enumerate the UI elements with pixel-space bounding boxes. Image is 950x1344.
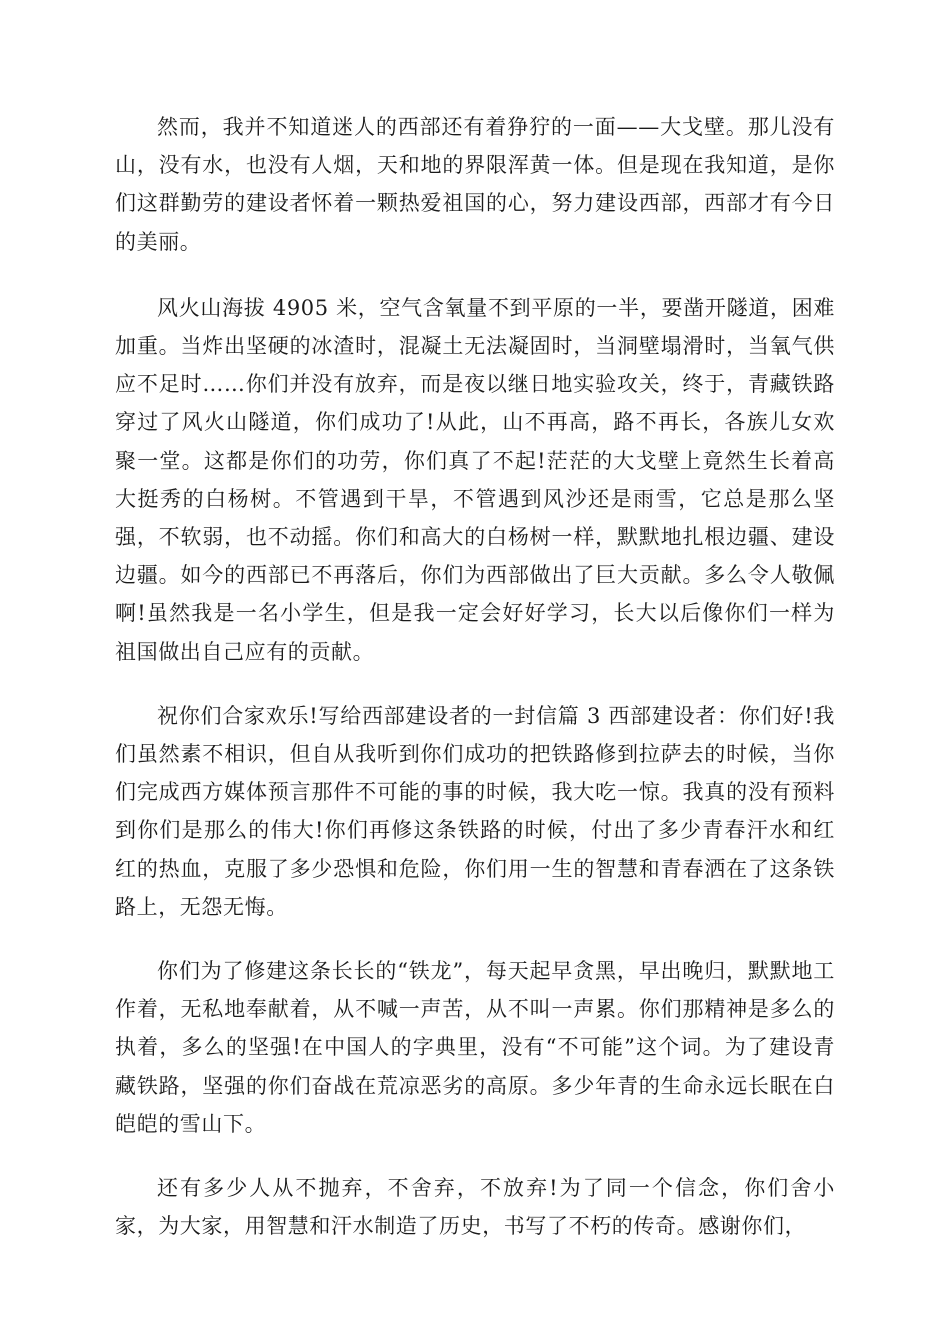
paragraph: 祝你们合家欢乐!写给西部建设者的一封信篇 3 西部建设者：你们好!我们虽然素不相识，但自从我听到你们成功的把铁路修到拉萨去的时候，当你们完成西方媒体预言那件不可能的事的时候，我大吃一惊。我真的没有预料到你们是那么的伟大!你们再修这条铁路的时候，付出了多少青春汗水和红红的热血，克服了多少恐惧和危险，你们用一生的智慧和青春洒在了这条铁路上，无怨无悔。 [115,703,835,919]
paragraph: 风火山海拔 4905 米，空气含氧量不到平原的一半，要凿开隧道，困难加重。当炸出坚硬的冰渣时，混凝土无法凝固时，当洞壁塌滑时，当氧气供应不足时……你们并没有放弃，而是夜以继日地实验攻关，终于，青藏铁路穿过了风火山隧道，你们成功了!从此，山不再高，路不再长，各族儿女欢聚一堂。这都是你们的功劳，你们真了不起!茫茫的大戈壁上竟然生长着高大挺秀的白杨树。不管遇到干旱，不管遇到风沙还是雨雪，它总是那么坚强，不软弱，也不动摇。你们和高大的白杨树一样，默默地扎根边疆、建设边疆。如今的西部已不再落后，你们为西部做出了巨大贡献。多么令人敬佩啊!虽然我是一名小学生，但是我一定会好好学习，长大以后像你们一样为祖国做出自己应有的贡献。 [115,295,835,664]
document-body [115,108,835,1271]
paragraph: 然而，我并不知道迷人的西部还有着狰狞的一面——大戈壁。那儿没有山，没有水，也没有人烟，天和地的界限浑黄一体。但是现在我知道，是你们这群勤劳的建设者怀着一颗热爱祖国的心，努力建设西部，西部才有今日的美丽。 [115,115,835,254]
paragraph: 还有多少人从不抛弃，不舍弃，不放弃!为了同一个信念，你们舍小家，为大家，用智慧和汗水制造了历史，书写了不朽的传奇。感谢你们， [115,1176,835,1239]
paragraph: 你们为了修建这条长长的“铁龙”，每天起早贪黑，早出晚归，默默地工作着，无私地奉献着，从不喊一声苦，从不叫一声累。你们那精神是多么的执着，多么的坚强!在中国人的字典里，没有“不可能”这个词。为了建设青藏铁路，坚强的你们奋战在荒凉恶劣的高原。多少年青的生命永远长眠在白皑皑的雪山下。 [115,959,835,1136]
